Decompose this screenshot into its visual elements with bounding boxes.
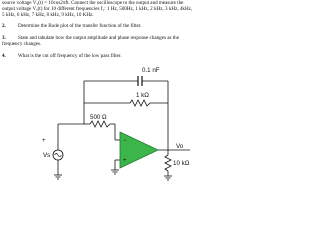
feedback-resistor-label: 1 kΩ [136,92,149,99]
source-plus-label: + [42,137,46,144]
input-resistor-label: 500 Ω [90,114,107,121]
capacitor-label: 0.1 nF [142,67,160,74]
ground-icon [54,170,172,180]
question-3-text: State and tabulate how the output amplitude and phase response changes as the [18,35,179,41]
intro-line-2: output voltage Vₒ(t) for 10 different frequencies f₁: 1 Hz, 500Hz, 1 kHz, 2 kHz, 3 kHz, 4kHz, [2,6,193,12]
load-resistor-label: 10 kΩ [173,160,190,167]
question-3-text-cont: frequency changes. [2,41,42,47]
intro-line-3: 5 kHz, 6 kHz, 7 kHz, 8 kHz, 9 kHz, 10 KHz. [2,12,94,18]
source-label: Vs [43,152,51,159]
intro-line-1: source voltage V₂(t) = 10cos2πft. Connect the oscilloscope to the output and measure the [2,0,184,6]
circuit-diagram [0,0,200,183]
question-4-number: 4. [2,53,6,59]
output-label: Vo [176,143,184,150]
question-2-text: Determine the Bode plot of the transfer function of the filter. [18,23,142,29]
svg-text:−: − [123,138,127,144]
svg-text:+: + [123,158,127,164]
question-4-text: What is the cut off frequency of the low pass filter. [18,53,122,59]
question-3-number: 3. [2,35,6,41]
question-2-number: 2. [2,23,6,29]
